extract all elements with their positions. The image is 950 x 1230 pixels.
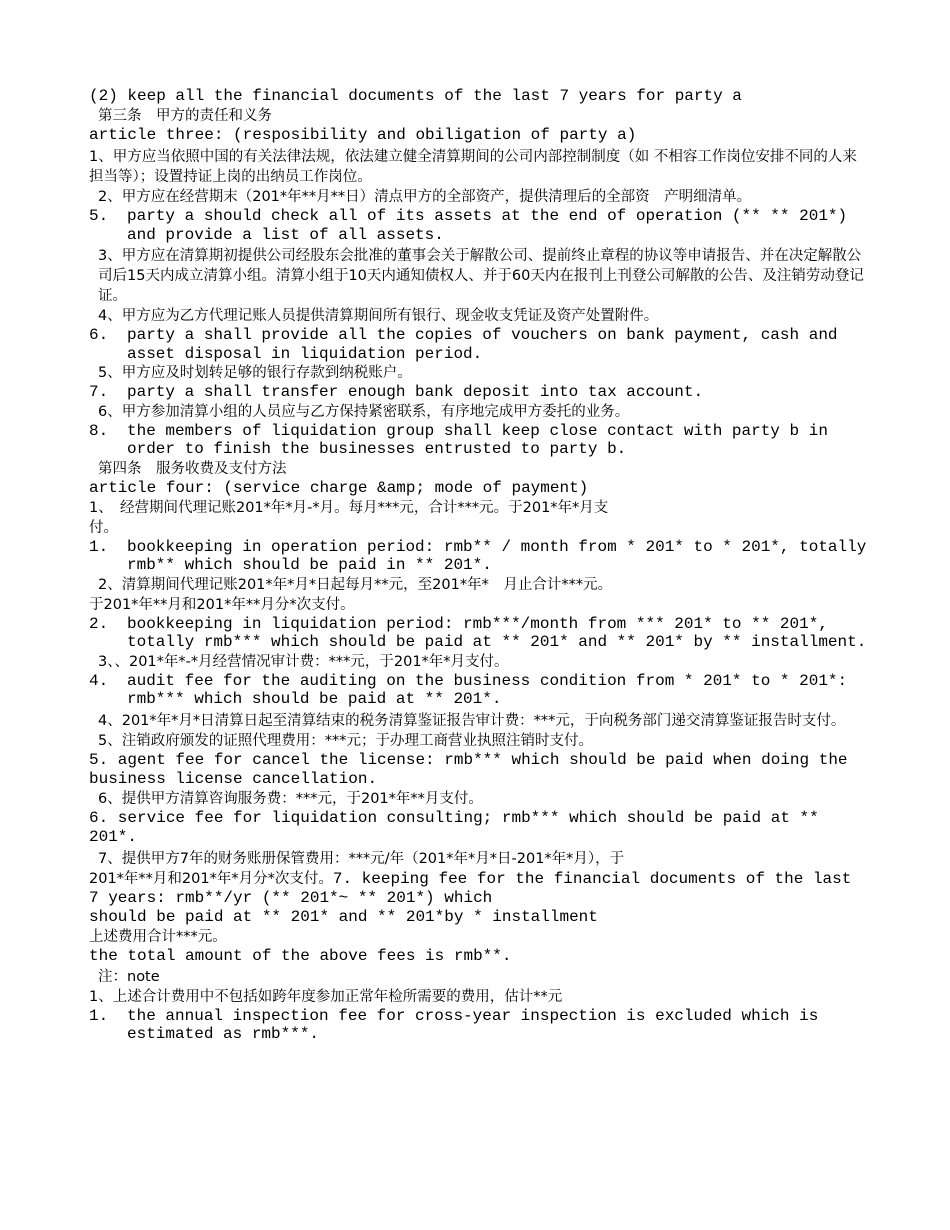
item-number: 2. [89, 614, 109, 633]
item-number: 4. [89, 671, 109, 690]
numbered-item [89, 383, 869, 402]
item-number: 8. [89, 421, 109, 440]
item-text: the annual inspection fee for cross-year inspection is excluded which is estimated as rmb***. [127, 1006, 828, 1043]
clause-zh: 3、、201*年*-*月经营情况审计费：***元，于201*年*月支付。 [98, 653, 509, 670]
clause-zh-fragment: 201*年**月和201*年*月分*次支付。 [89, 870, 333, 887]
clause-zh: 4、201*年*月*日清算日起至清算结束的税务清算鉴证报告审计费：***元，于向税务部门递交清算鉴证报告时支付。 [98, 712, 846, 729]
clause-zh: 5、甲方应及时划转足够的银行存款到纳税账户。 [98, 365, 412, 381]
text-line: 6. service fee for liquidation consulting; rmb*** which should be paid at ** 201*. [89, 808, 829, 846]
clause-zh: 1、甲方应当依照中国的有关法律法规，依法建立健全清算期间的公司内部控制制度（如 不相容工作岗位安排不同的人来担当等）；设置持证上岗的出纳员工作岗位。 [89, 149, 857, 185]
numbered-item [89, 615, 869, 652]
clause-zh: 1、 经营期间代理记账201*年*月-*月。每月***元，合计***元。于201*年*月支 [89, 499, 609, 516]
clause-zh: 5、注销政府颁发的证照代理费用：***元；于办理工商营业执照注销时支付。 [98, 732, 593, 749]
clause-zh: 7、提供甲方7年的财务账册保管费用：***元/年（201*年*月*日-201*年*月），于 [98, 850, 625, 867]
section-heading-en: article three: (resposibility and obiligation of party a) [89, 126, 637, 144]
item-text: audit fee for the auditing on the business condition from * 201* to * 201*: rmb*** which should be paid at ** 201*. [127, 671, 857, 708]
clause-zh: 6、甲方参加清算小组的人员应与乙方保持紧密联系，有序地完成甲方委托的业务。 [98, 403, 630, 420]
clause-zh: 2、清算期间代理记账201*年*月*日起每月**元，至201*年* 月止合计***元。 [98, 576, 613, 593]
note-heading: 注：note [98, 968, 160, 985]
item-text: party a shall transfer enough bank deposit into tax account. [127, 383, 704, 401]
clause-zh-cont: 付。 [89, 519, 118, 536]
text-line: 5. agent fee for cancel the license: rmb*** which should be paid when doing the business license cancellation. [89, 750, 858, 788]
clause-zh: 上述费用合计***元。 [89, 928, 227, 945]
clause-zh: 3、甲方应在清算期初提供公司经股东会批准的董事会关于解散公司、提前终止章程的协议等申请报告、并在决定解散公司后15天内成立清算小组。清算小组于10天内通知债权人、并于60天内在报刊上刊登公司解散的公告、及注销劳动登记证。 [98, 248, 864, 304]
clause-zh: 1、上述合计费用中不包括如跨年度参加正常年检所需要的费用，估计**元 [89, 988, 563, 1005]
item-text: the members of liquidation group shall keep close contact with party b in order to finish the businesses entrusted to party b. [127, 421, 838, 458]
item-number: 1. [89, 1006, 109, 1025]
item-text: bookkeeping in liquidation period: rmb***/month from *** 201* to ** 201*, totally rmb*** which should be paid at ** 201* and ** 201* by ** installment. [127, 614, 867, 651]
text-line: the total amount of the above fees is rmb**. [89, 946, 512, 965]
item-text: party a should check all of its assets at the end of operation (** ** 201*) and provide a list of all assets. [127, 207, 857, 244]
numbered-item [89, 207, 869, 244]
text-fragment: 7. keeping fee for the financial documents of the last 7 years: rmb**/yr (** 201*~ ** 201*) which [89, 869, 861, 907]
item-number: 6. [89, 326, 109, 344]
item-number: 7. [89, 383, 109, 401]
numbered-item [89, 672, 869, 709]
mixed-line [89, 869, 869, 908]
item-text: party a shall provide all the copies of vouchers on bank payment, cash and asset disposal in liquidation period. [127, 326, 848, 363]
text-line: (2) keep all the financial documents of the last 7 years for party a [89, 87, 742, 105]
numbered-item [89, 326, 869, 363]
section-heading: 第三条 甲方的责任和义务 [98, 108, 272, 124]
section-heading: 第四条 服务收费及支付方法 [98, 460, 287, 477]
item-number: 1. [89, 537, 109, 556]
numbered-item [89, 422, 869, 459]
item-number: 5. [89, 207, 109, 225]
item-text: bookkeeping in operation period: rmb** / month from * 201* to * 201*, totally rmb** which should be paid in ** 201*. [127, 537, 876, 574]
numbered-item [89, 537, 876, 575]
numbered-item [89, 1007, 869, 1044]
clause-zh: 2、甲方应在经营期末（201*年**月**日）清点甲方的全部资产，提供清理后的全部资 产明细清单。 [98, 189, 752, 205]
clause-zh: 6、提供甲方清算咨询服务费：***元，于201*年**月支付。 [98, 790, 483, 807]
section-heading-en: article four: (service charge &amp; mode of payment) [89, 478, 589, 497]
clause-zh-cont: 于201*年**月和201*年**月分*次支付。 [89, 596, 355, 613]
clause-zh: 4、甲方应为乙方代理记账人员提供清算期间所有银行、现金收支凭证及资产处置附件。 [98, 308, 659, 324]
text-line: should be paid at ** 201* and ** 201*by * installment [89, 907, 598, 926]
document-body [89, 87, 876, 1044]
